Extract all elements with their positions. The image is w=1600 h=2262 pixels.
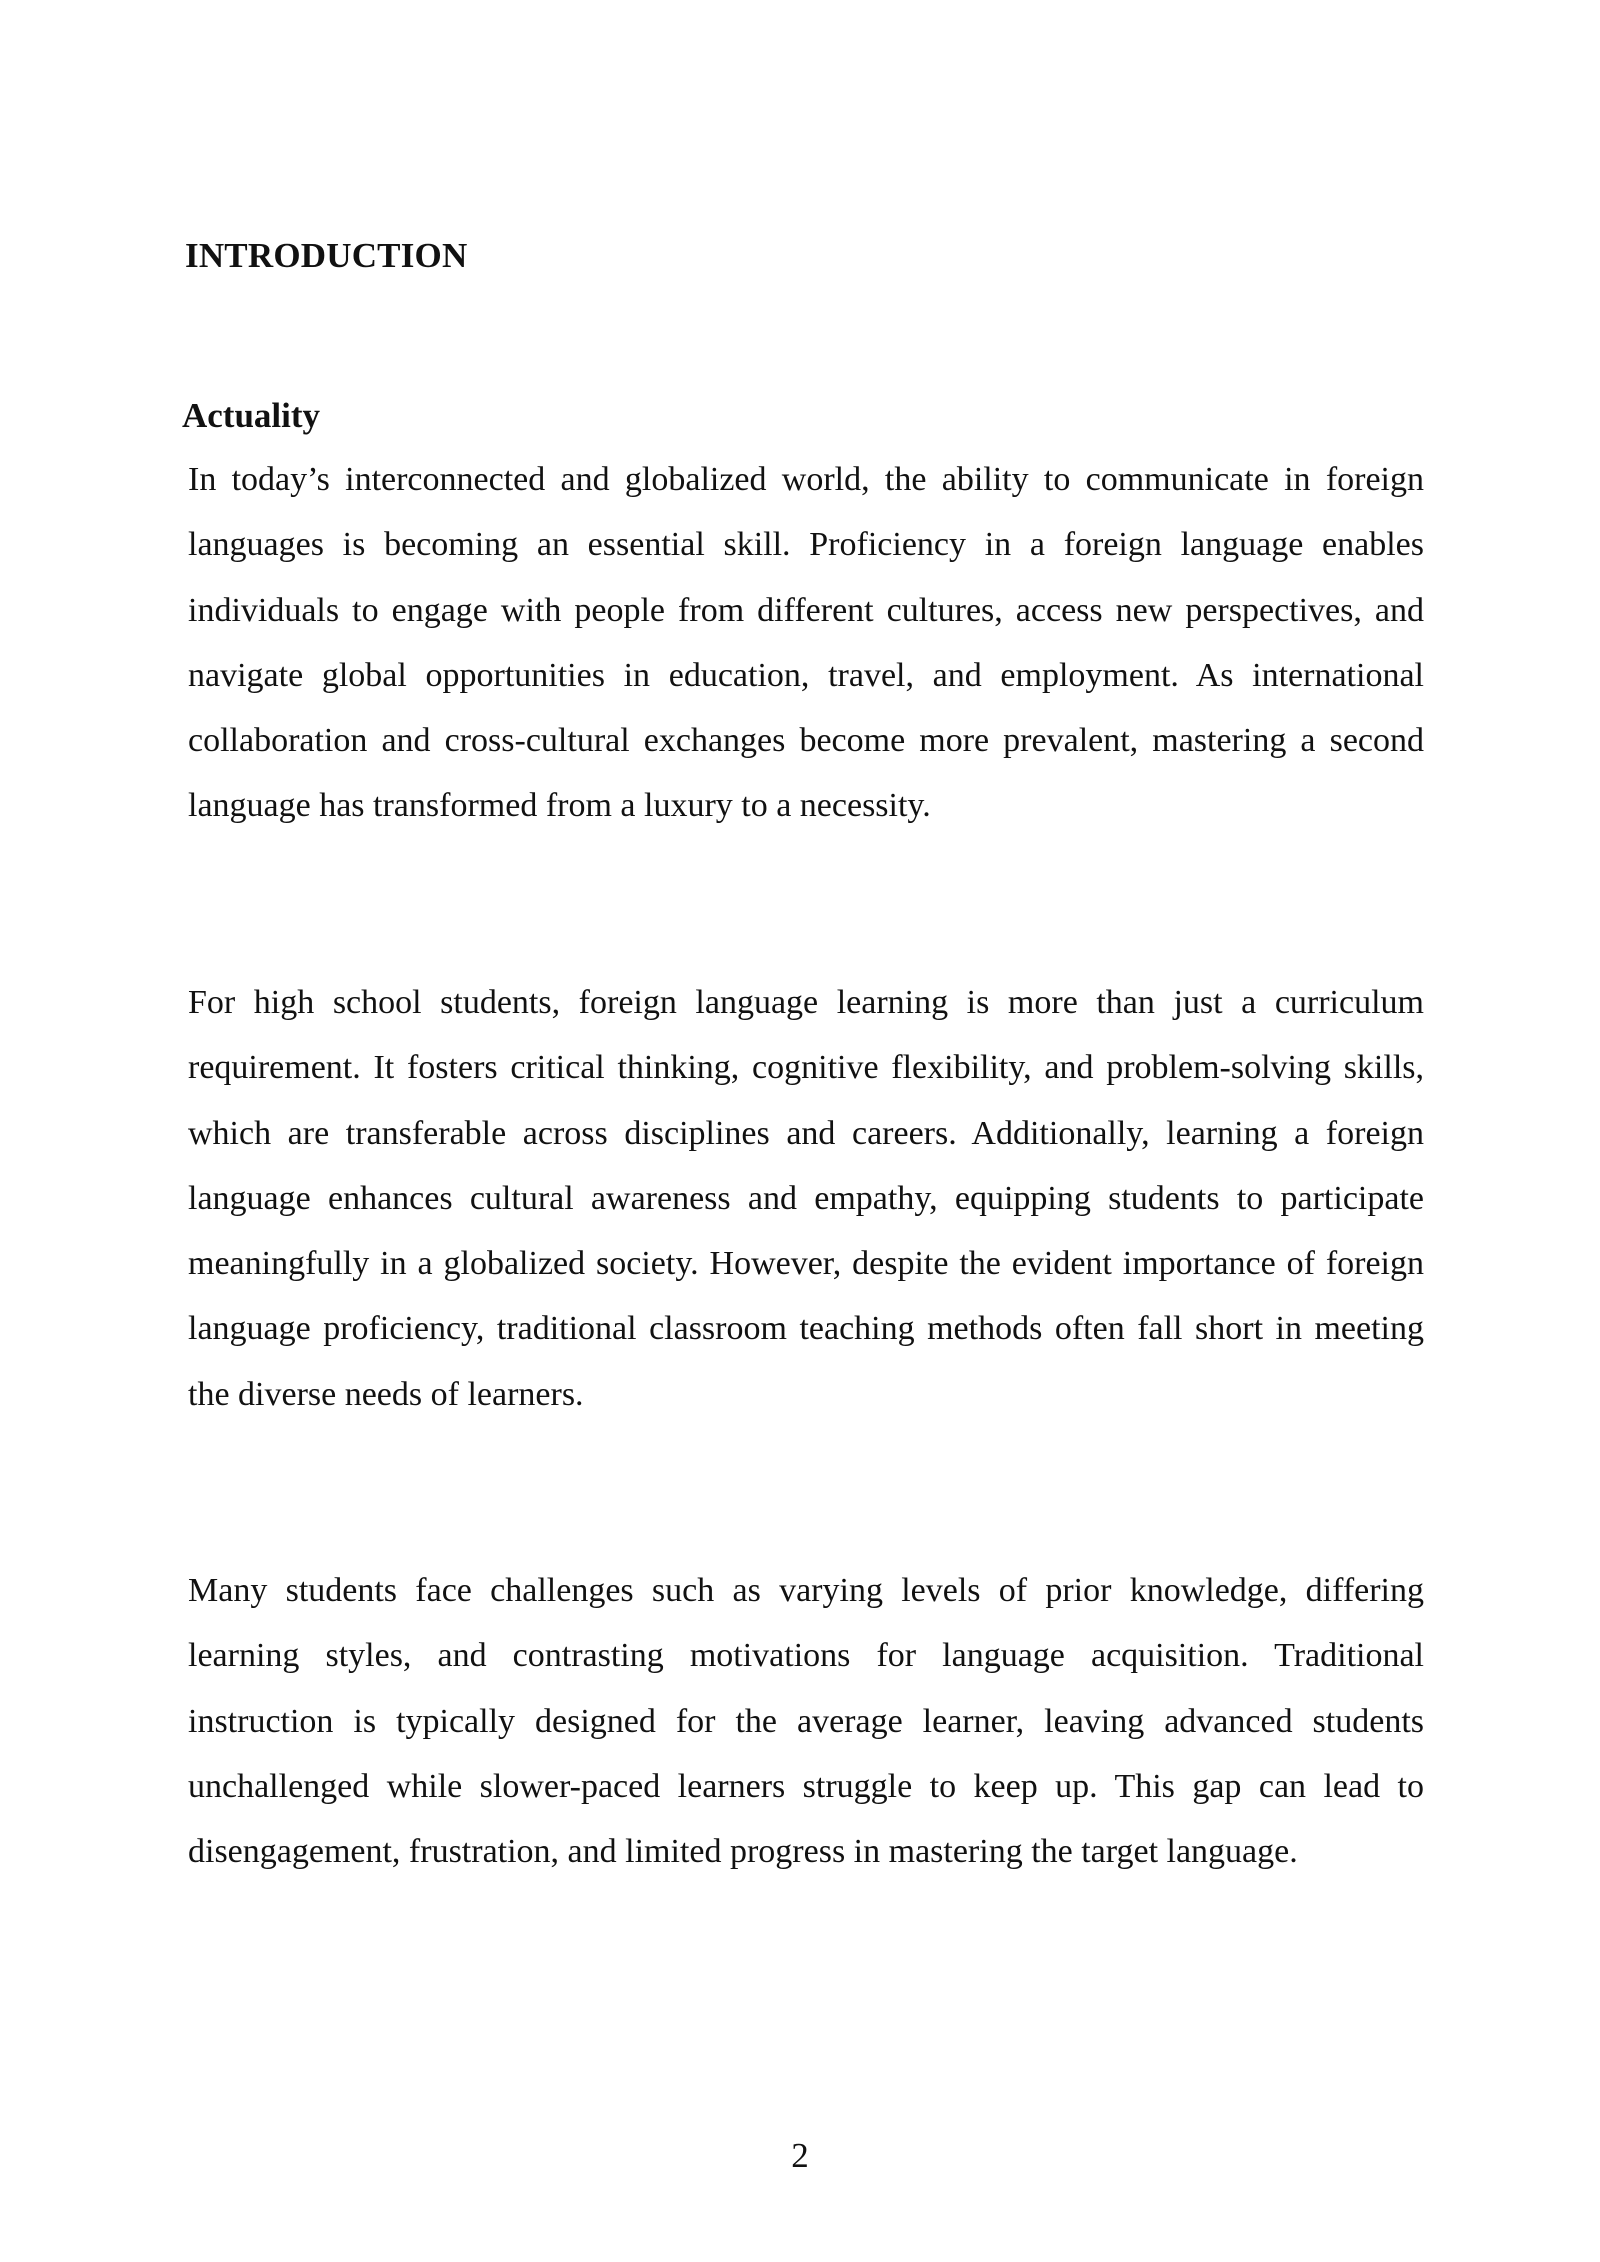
subsection-title: Actuality bbox=[182, 396, 321, 435]
body-paragraph: For high school students, foreign language learning is more than just a curriculum requirement. It fosters critical thinking, cognitive flexibility, and problem-solving skills, which are transferable across disciplines and careers. Additionally, learning a foreign language enhances cultural awareness and empathy, equipping students to participate meaningfully in a globalized society. However, despite the evident importance of foreign language proficiency, traditional classroom teaching methods often fall short in meeting the diverse needs of learners. bbox=[188, 984, 1424, 1413]
page-number: 2 bbox=[791, 2136, 809, 2175]
section-title: INTRODUCTION bbox=[185, 236, 468, 275]
body-paragraph: Many students face challenges such as varying levels of prior knowledge, differing learning styles, and contrasting motivations for language acquisition. Traditional instruction is typically designed for the average learner, leaving advanced students unchallenged while slower-paced learners struggle to keep up. This gap can lead to disengagement, frustration, and limited progress in mastering the target language. bbox=[188, 1572, 1424, 1871]
body-paragraph: In today’s interconnected and globalized world, the ability to communicate in foreign languages is becoming an essential skill. Proficiency in a foreign language enables individuals to engage with people from different cultures, access new perspectives, and navigate global opportunities in education, travel, and employment. As international collaboration and cross-cultural exchanges become more prevalent, mastering a second language has transformed from a luxury to a necessity. bbox=[188, 461, 1424, 825]
